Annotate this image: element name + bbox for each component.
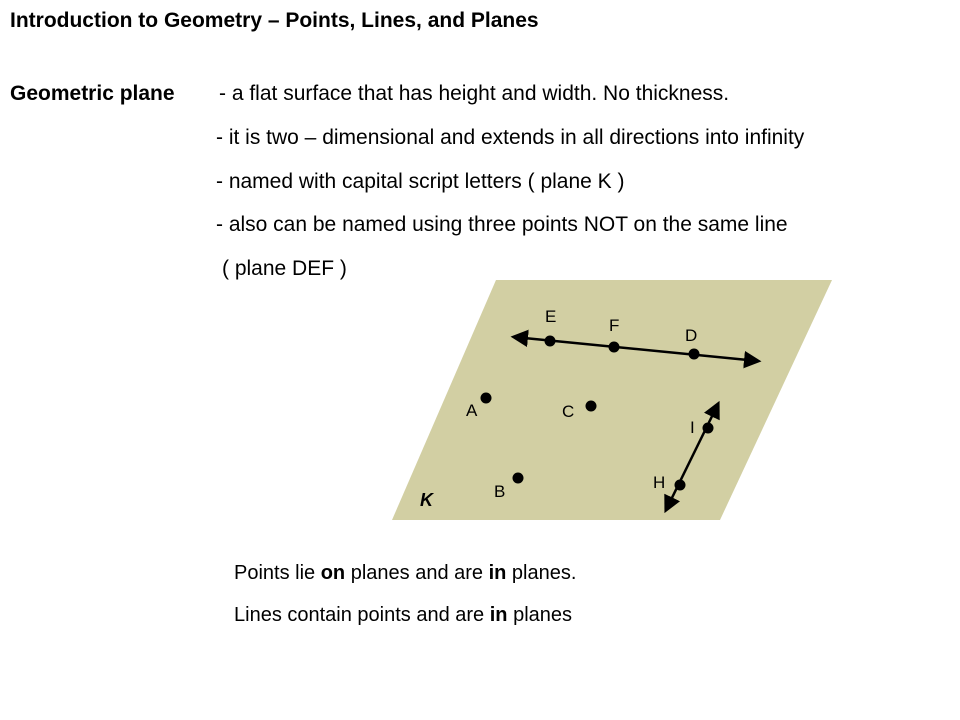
definition-line-2: - it is two – dimensional and extends in all directions into infinity	[216, 126, 805, 149]
point-e	[545, 336, 556, 347]
definition-line-3: - named with capital script letters ( plane K )	[216, 170, 625, 193]
label-c: C	[562, 402, 575, 421]
summary-2-text-a: Lines contain points and are	[234, 604, 490, 626]
label-d: D	[685, 326, 698, 345]
summary-1-emph-on: on	[320, 562, 346, 584]
label-h: H	[653, 473, 666, 492]
page-title: Introduction to Geometry – Points, Lines, and Planes	[10, 9, 539, 32]
point-i	[703, 423, 714, 434]
definition-line-4: - also can be named using three points NOT on the same line	[216, 213, 788, 236]
summary-2-text-c: planes	[507, 604, 573, 626]
definition-term: Geometric plane	[10, 82, 175, 105]
point-h	[675, 480, 686, 491]
summary-1-text-a: Points lie	[234, 562, 321, 584]
summary-1-text-e: planes.	[506, 562, 577, 584]
label-e: E	[545, 307, 557, 326]
summary-1-text-c: planes and are	[345, 562, 489, 584]
plane-label-k: K	[420, 490, 433, 510]
summary-line-1	[234, 562, 576, 585]
label-b: B	[494, 482, 506, 501]
summary-2-emph-in: in	[489, 604, 508, 626]
point-d	[689, 349, 700, 360]
definition-line-1: - a flat surface that has height and width. No thickness.	[219, 82, 730, 105]
label-a: A	[466, 401, 478, 420]
label-i: I	[690, 418, 695, 437]
definition-line-5: ( plane DEF )	[222, 257, 347, 280]
point-b	[513, 473, 524, 484]
point-c	[586, 401, 597, 412]
point-a	[481, 393, 492, 404]
summary-1-emph-in: in	[488, 562, 507, 584]
point-f	[609, 342, 620, 353]
label-f: F	[609, 316, 620, 335]
summary-line-2	[234, 604, 572, 627]
